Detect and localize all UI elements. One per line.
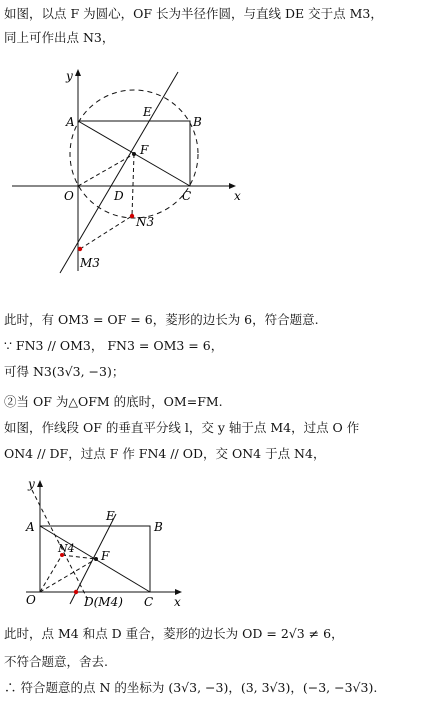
label-o: O: [26, 593, 36, 607]
y-axis-arrow: [75, 69, 81, 76]
segment-of: [78, 154, 134, 186]
label-n3: N3: [136, 215, 155, 229]
text-line-10: 不符合题意，舍去.: [4, 654, 108, 669]
label-y: y: [28, 477, 35, 491]
label-d-m4: D(M4): [84, 595, 123, 609]
text-line-4: ∵ FN3 // OM3， FN3 = OM3 = 6，: [4, 338, 224, 353]
segment-on4: [40, 555, 62, 592]
label-e: E: [143, 105, 152, 119]
label-y: y: [66, 69, 73, 83]
label-f: F: [101, 549, 110, 563]
text-line-1: 如图，以点 F 为圆心，OF 长为半径作圆，与直线 DE 交于点 M3，: [4, 6, 383, 21]
label-o: O: [64, 189, 74, 203]
label-f: F: [140, 143, 149, 157]
point-f: [132, 152, 136, 156]
text-line-9: 此时，点 M4 和点 D 重合，菱形的边长为 OD = 2√3 ≠ 6，: [4, 626, 344, 641]
point-n3: [130, 214, 134, 218]
label-b: B: [193, 115, 202, 129]
text-line-8: ON4 // DF，过点 F 作 FN4 // OD，交 ON4 于点 N4，: [4, 446, 326, 461]
label-d: D: [114, 189, 124, 203]
figure-2: [12, 476, 212, 616]
label-b: B: [154, 520, 163, 534]
label-n4: N4: [58, 542, 75, 555]
point-m3: [78, 247, 82, 251]
label-m3: M3: [80, 256, 100, 270]
label-x: x: [234, 189, 241, 203]
text-line-2: 同上可作出点 N3，: [4, 30, 115, 45]
text-line-3: 此时，有 OM3 = OF = 6，菱形的边长为 6，符合题意.: [4, 312, 319, 327]
point-d-m4: [74, 590, 78, 594]
text-line-7: 如图，作线段 OF 的垂直平分线 l，交 y 轴于点 M4，过点 O 作: [4, 420, 360, 435]
segment-fn3: [132, 154, 134, 216]
label-a: A: [26, 520, 35, 534]
label-c: C: [144, 595, 154, 609]
label-e: E: [106, 509, 115, 523]
text-line-6: ②当 OF 为△OFM 的底时，OM=FM.: [4, 394, 223, 409]
segment-of: [40, 559, 96, 592]
label-x: x: [174, 595, 181, 609]
y-axis-arrow: [37, 480, 43, 487]
figure-1: [10, 66, 260, 280]
text-line-11: ∴ 符合题意的点 N 的坐标为 (3√3, −3)，(3, 3√3)，(−3, −3√3).: [4, 680, 378, 695]
label-a: A: [66, 115, 75, 129]
label-c: C: [182, 189, 192, 203]
point-f: [94, 557, 98, 561]
segment-m3n3: [80, 216, 132, 249]
text-line-5: 可得 N3(3√3, −3)；: [4, 364, 125, 379]
